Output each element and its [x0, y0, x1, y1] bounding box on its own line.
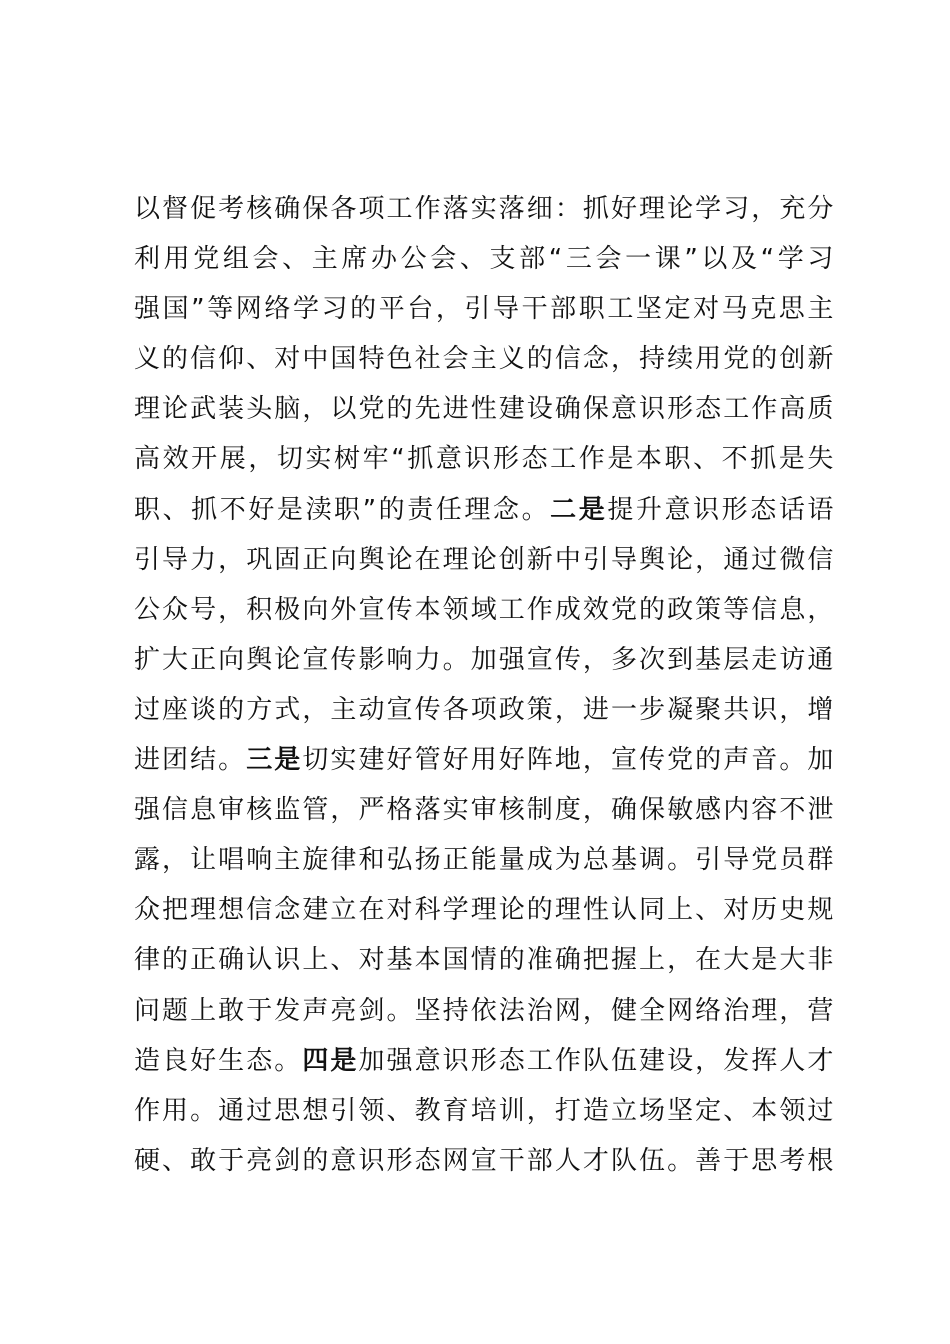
text-line: [134, 384, 834, 434]
text-segment: 理论武装头脑，以党的先进性建设确保意识形态工作高质: [134, 394, 834, 425]
text-segment: 高效开展，切实树牢“抓意识形态工作是本职、不抓是失: [134, 444, 834, 475]
text-line: [134, 635, 834, 685]
text-line: [134, 785, 834, 835]
text-segment: 作用。通过思想引领、教育培训，打造立场坚定、本领过: [134, 1095, 834, 1126]
text-segment: 造良好生态。: [134, 1045, 303, 1076]
text-line: [134, 1086, 834, 1136]
text-segment: 强信息审核监管，严格落实审核制度，确保敏感内容不泄: [134, 795, 834, 826]
text-segment: 扩大正向舆论宣传影响力。加强宣传，多次到基层走访通: [134, 644, 834, 675]
bold-heading-marker: 四是: [302, 1045, 359, 1076]
text-segment: 引导力，巩固正向舆论在理论创新中引导舆论，通过微信: [134, 544, 834, 575]
text-segment: 利用党组会、主席办公会、支部“三会一课”以及“学习: [134, 244, 834, 275]
text-segment: 过座谈的方式，主动宣传各项政策，进一步凝聚共识，增: [134, 694, 834, 725]
text-line: [134, 1036, 834, 1086]
text-line: [134, 535, 834, 585]
text-segment: 义的信仰、对中国特色社会主义的信念，持续用党的创新: [134, 344, 834, 375]
text-line: [134, 585, 834, 635]
bold-heading-marker: 三是: [246, 745, 303, 776]
text-segment: 职、抓不好是渎职”的责任理念。: [134, 494, 551, 525]
text-line: [134, 184, 834, 234]
text-segment: 加强意识形态工作队伍建设，发挥人才: [358, 1045, 835, 1076]
text-line: [134, 685, 834, 735]
bold-heading-marker: 二是: [550, 494, 608, 525]
text-segment: 众把理想信念建立在对科学理论的理性认同上、对历史规: [134, 895, 834, 926]
text-segment: 强国”等网络学习的平台，引导干部职工坚定对马克思主: [134, 294, 834, 325]
text-segment: 问题上敢于发声亮剑。坚持依法治网，健全网络治理，营: [134, 995, 834, 1026]
text-segment: 切实建好管好用好阵地，宣传党的声音。加: [302, 745, 834, 776]
text-line: [134, 1136, 834, 1186]
text-line: [134, 885, 834, 935]
text-segment: 提升意识形态话语: [607, 494, 834, 525]
text-segment: 硬、敢于亮剑的意识形态网宣干部人才队伍。善于思考根: [134, 1145, 834, 1176]
text-line: [134, 434, 834, 484]
text-segment: 公众号，积极向外宣传本领域工作成效党的政策等信息，: [134, 594, 834, 625]
text-line: [134, 935, 834, 985]
body-paragraph: [134, 184, 834, 1186]
text-segment: 露，让唱响主旋律和弘扬正能量成为总基调。引导党员群: [134, 845, 834, 876]
text-line: [134, 835, 834, 885]
text-line: [134, 485, 834, 535]
text-line: [134, 735, 834, 785]
text-line: [134, 986, 834, 1036]
text-segment: 以督促考核确保各项工作落实落细：抓好理论学习，充分: [134, 194, 834, 224]
text-segment: 律的正确认识上、对基本国情的准确把握上，在大是大非: [134, 945, 834, 976]
text-line: [134, 284, 834, 334]
text-segment: 进团结。: [134, 745, 247, 776]
text-line: [134, 334, 834, 384]
text-line: [134, 234, 834, 284]
